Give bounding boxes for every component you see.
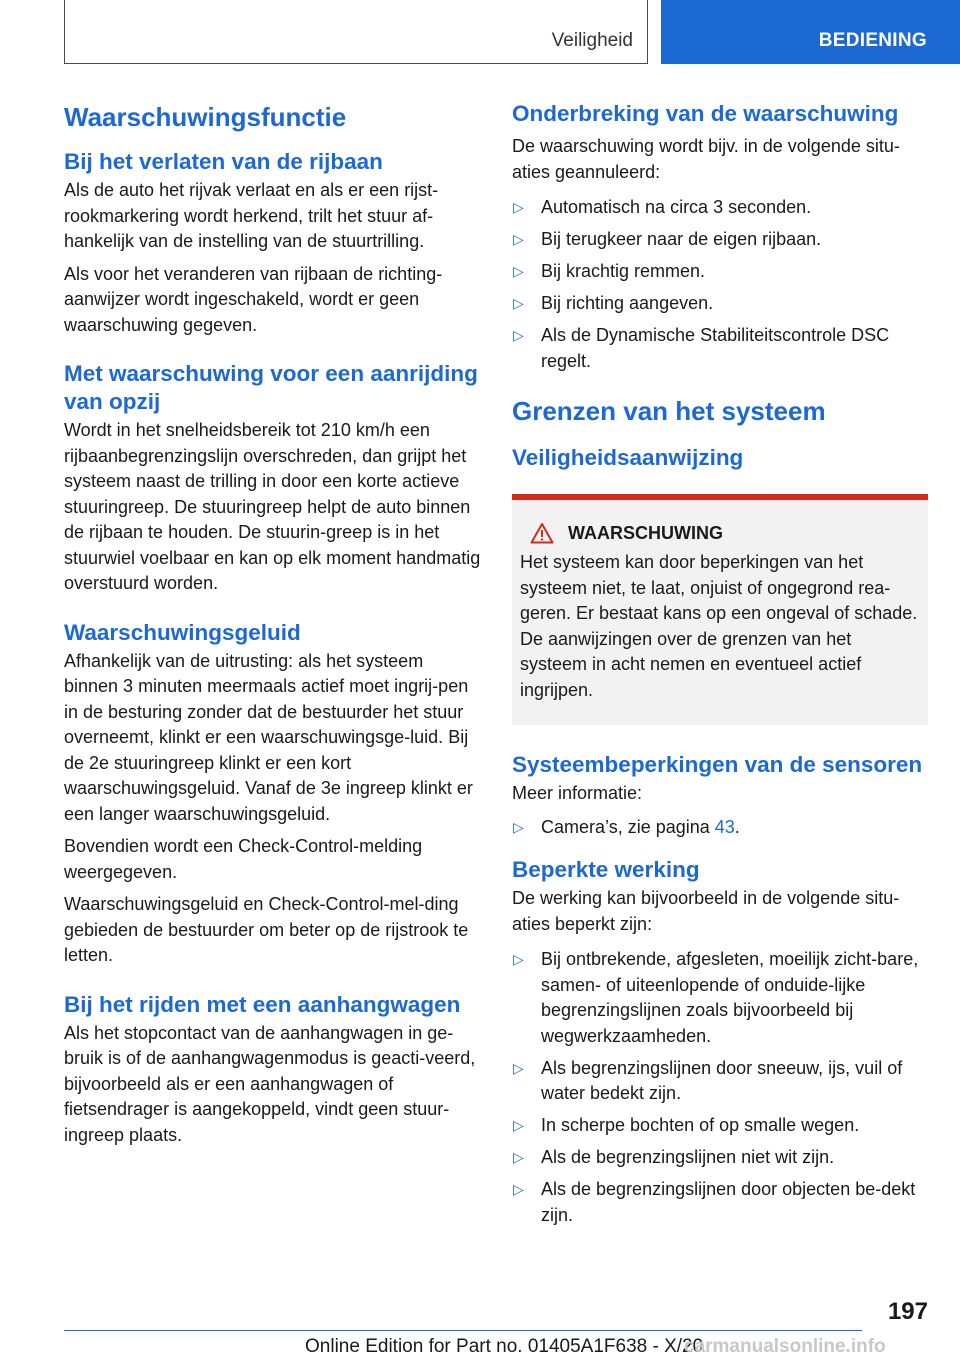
footer-divider — [64, 1330, 862, 1331]
header-section-title: Veiligheid — [551, 30, 633, 51]
bullet-list-beperkte-werking — [512, 947, 928, 1228]
heading-waarschuwingsfunctie: Waarschuwingsfunctie — [64, 102, 347, 132]
warning-box — [512, 494, 928, 725]
bullet-triangle-icon: ▷ — [513, 1149, 524, 1165]
bullet-triangle-icon: ▷ — [513, 1059, 524, 1076]
bullet-triangle-icon: ▷ — [513, 263, 524, 279]
header-section-box — [64, 0, 648, 64]
bullet-triangle-icon: ▷ — [513, 199, 524, 215]
right-column — [512, 100, 928, 1235]
warning-header — [520, 522, 920, 544]
list-item: ▷ Bij terugkeer naar de eigen rijbaan. — [512, 227, 928, 253]
bullet-triangle-icon: ▷ — [513, 327, 524, 343]
heading-veiligheidsaanwijzing: Veiligheidsaanwijzing — [512, 445, 744, 470]
list-item: ▷ Automatisch na circa 3 seconden. — [512, 195, 928, 221]
paragraph: Bovendien wordt een Check-Control-melding weergegeven. — [64, 836, 423, 882]
heading-systeembeperkingen: Systeembeperkingen van de sensoren — [512, 752, 923, 777]
page-number: 197 — [887, 1298, 928, 1325]
paragraph: Wordt in het snelheidsbereik tot 210 km/h een rijbaanbegrenzingslijn overschreden, dan grijpt het systeem naast de trilling in door een korte actieve stuuringreep. De stuuringreep helpt de auto binnen de rijbaan te houden. De stuurin-greep is in het stuurwiel voelbaar en kan op elk moment handmatig overstuurd worden. — [64, 420, 481, 593]
list-item: ▷ Als de Dynamische Stabiliteitscontrole DSC regelt. — [513, 325, 890, 371]
paragraph: Meer informatie: — [512, 783, 643, 803]
list-item: ▷ Bij richting aangeven. — [512, 291, 928, 317]
list-item: ▷ In scherpe bochten of op smalle wegen. — [512, 1113, 928, 1139]
paragraph: De werking kan bijvoorbeeld in de volgende situ-aties beperkt zijn: — [512, 888, 900, 934]
watermark: carmanualsonline.info — [684, 1336, 886, 1357]
paragraph: De waarschuwing wordt bijv. in de volgende situ-aties geannuleerd: — [512, 136, 900, 182]
warning-text: Het systeem kan door beperkingen van het systeem niet, te laat, onjuist of ongegrond rea-geren. Er bestaat kans op een ongeval of schade. De aanwijzingen over de grenzen van het systeem in acht nemen en eventueel actief ingrijpen. — [520, 552, 918, 700]
list-item: ▷ Camera’s, zie pagina 43. — [512, 815, 928, 841]
heading-aanrijding-opzij: Met waarschuwing voor een aanrijding van opzij — [64, 361, 478, 414]
header-chapter-tab[interactable] — [661, 0, 960, 64]
bullet-list-meer-informatie — [512, 815, 928, 841]
heading-verlaten-rijbaan: Bij het verlaten van de rijbaan — [64, 149, 383, 174]
bullet-triangle-icon: ▷ — [513, 818, 524, 835]
paragraph: Waarschuwingsgeluid en Check-Control-mel-ding gebieden de bestuurder om beter op de rijstrook te letten. — [64, 894, 469, 965]
paragraph: Afhankelijk van de uitrusting: als het systeem binnen 3 minuten meermaals actief moet ingrij-pen in de besturing zonder dat de bestuurder het stuur overneemt, klinkt er een waarschuwingsge-luid. Bij de 2e stuuringreep klinkt er een kort waarschuwingsgeluid. Vanaf de 3e ingreep klinkt er een langer waarschuwingsgeluid. — [64, 650, 473, 824]
heading-onderbreking: Onderbreking van de waarschuwing — [512, 101, 899, 126]
list-item: ▷ Bij krachtig remmen. — [512, 259, 928, 285]
paragraph: Als het stopcontact van de aanhangwagen in ge-bruik is of de aanhangwagenmodus is geacti-veerd, bijvoorbeeld als er een aanhangwagen of fietsendrager is aangekoppeld, vindt geen stuur-ingreep plaats. — [64, 1022, 476, 1145]
list-item: ▷ Bij ontbrekende, afgesleten, moeilijk zicht-bare, samen- of uiteenlopende of onduide-lijke begrenzingslijnen zoals bijvoorbeeld bij wegwerkzaamheden. — [513, 949, 919, 1046]
heading-aanhangwagen: Bij het rijden met een aanhangwagen — [64, 991, 461, 1017]
bullet-triangle-icon: ▷ — [513, 231, 524, 247]
page-link-43[interactable]: 43 — [714, 816, 735, 837]
header-chapter-label: BEDIENING — [818, 30, 927, 51]
left-column — [64, 100, 482, 1148]
warning-label: WAARSCHUWING — [568, 522, 723, 543]
bullet-triangle-icon: ▷ — [513, 1181, 524, 1197]
bullet-triangle-icon: ▷ — [513, 1117, 524, 1133]
footer-edition: Online Edition for Part no. 01405A1F638 - X/20 — [305, 1336, 704, 1357]
list-item: ▷ Als de begrenzingslijnen door objecten be-dekt zijn. — [513, 1179, 916, 1225]
list-item: ▷ Als de begrenzingslijnen niet wit zijn. — [512, 1145, 928, 1171]
paragraph: Als de auto het rijvak verlaat en als er een rijst-rookmarkering wordt herkend, trilt het stuur af-hankelijk van de instelling van de stuurtrilling. — [64, 180, 439, 251]
heading-beperkte-werking: Beperkte werking — [512, 857, 700, 882]
paragraph: Als voor het veranderen van rijbaan de richting-aanwijzer wordt ingeschakeld, wordt er geen waarschuwing gegeven. — [64, 263, 443, 335]
heading-grenzen-systeem: Grenzen van het systeem — [512, 396, 826, 426]
bullet-list-onderbreking — [512, 195, 928, 374]
bullet-triangle-icon: ▷ — [513, 951, 524, 967]
bullet-triangle-icon: ▷ — [513, 295, 524, 311]
heading-waarschuwingsgeluid: Waarschuwingsgeluid — [64, 619, 301, 645]
list-item: ▷ Als begrenzingslijnen door sneeuw, ijs, vuil of water bedekt zijn. — [513, 1057, 903, 1103]
warning-triangle-icon — [530, 522, 554, 544]
